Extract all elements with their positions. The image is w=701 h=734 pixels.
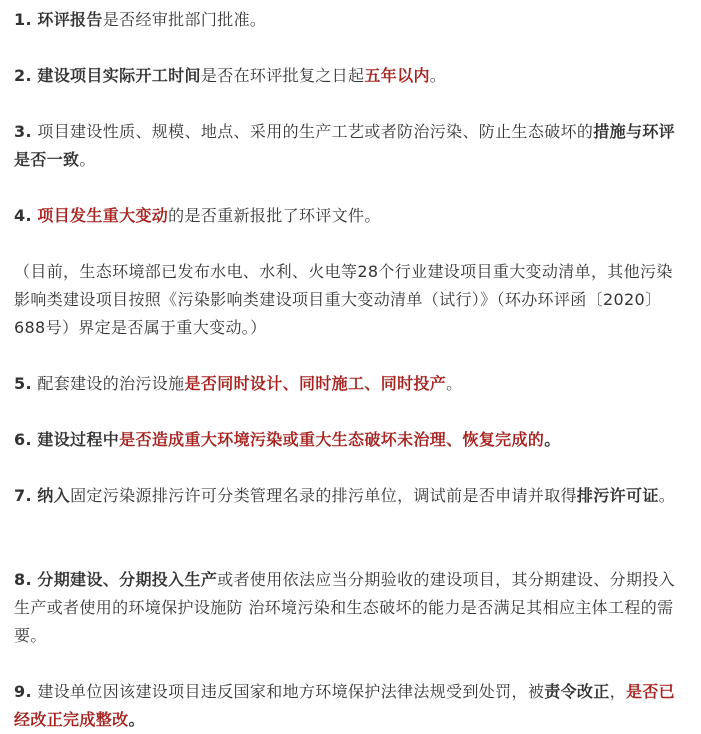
item-9-seg-4: 是否已经改正完成整改 <box>14 682 676 729</box>
item-8-number: 8. <box>14 570 32 589</box>
item-7-number: 7. <box>14 486 32 505</box>
item-6-seg-3: 。 <box>544 430 561 449</box>
item-2 <box>14 62 687 90</box>
item-3-seg-2: 措施与环评是否一致 <box>14 122 676 169</box>
item-3-number: 3. <box>14 122 32 141</box>
item-3 <box>14 118 687 174</box>
item-6-number: 6. <box>14 430 32 449</box>
item-7-seg-3: 排污许可证 <box>576 486 659 505</box>
item-4-seg-1: 项目发生重大变动 <box>37 206 169 225</box>
item-9-seg-1: 建设单位因该建设项目违反国家和地方环境保护法律法规受到处罚，被 <box>37 682 545 701</box>
item-7-seg-1: 纳入 <box>37 486 71 505</box>
item-5-seg-3: 。 <box>446 374 463 393</box>
item-5 <box>14 370 687 398</box>
item-7 <box>14 482 687 510</box>
item-2-seg-1: 建设项目实际开工时间 <box>37 66 201 85</box>
item-8-seg-2: 或者使用依法应当分期验收的建设项目，其分期建设、分期投入生产或者使用的环境保护设施防 治环境污染和生态破坏的能力是否满足其相应主体工程的需要。 <box>14 570 676 645</box>
item-9-seg-5: 。 <box>128 710 145 729</box>
item-3-seg-3: 。 <box>79 150 96 169</box>
item-8 <box>14 566 687 650</box>
item-9-number: 9. <box>14 682 32 701</box>
item-4-number: 4. <box>14 206 32 225</box>
item-5-seg-2: 是否同时设计、同时施工、同时投产 <box>184 374 447 393</box>
item-9-seg-2: 责令改正 <box>544 682 610 701</box>
item-6-seg-2: 是否造成重大环境污染或重大生态破坏未治理、恢复完成的 <box>119 430 545 449</box>
item-6-seg-1: 建设过程中 <box>37 430 120 449</box>
item-1-number: 1. <box>14 10 32 29</box>
item-8-seg-1: 分期建设、分期投入生产 <box>37 570 218 589</box>
item-5-seg-1: 配套建设的治污设施 <box>37 374 185 393</box>
item-6 <box>14 426 687 454</box>
item-9 <box>14 678 687 734</box>
item-4-seg-2: 的是否重新报批了环评文件。 <box>168 206 381 225</box>
item-5-number: 5. <box>14 374 32 393</box>
item-2-seg-4: 。 <box>429 66 447 85</box>
item-2-number: 2. <box>14 66 32 85</box>
item-2-seg-3: 五年以内 <box>364 66 430 85</box>
item-7-seg-4: 。 <box>658 486 676 505</box>
note-seg-1: （目前，生态环境部已发布水电、水利、火电等28个行业建设项目重大变动清单，其他污染影响类建设项目按照《污染影响类建设项目重大变动清单（试行）》（环办环评函〔2020〕688号）界定是否属于重大变动。） <box>14 262 673 337</box>
item-3-seg-1: 项目建设性质、规模、地点、采用的生产工艺或者防治污染、防止生态破坏的 <box>37 122 594 141</box>
item-1-seg-2: 是否经审批部门批准。 <box>102 10 267 29</box>
item-1-seg-1: 环评报告 <box>37 10 103 29</box>
item-9-seg-3: ， <box>609 682 626 701</box>
note-paragraph <box>14 258 687 342</box>
item-2-seg-2: 是否在环评批复之日起 <box>200 66 365 85</box>
item-7-seg-2: 固定污染源排污许可分类管理名录的排污单位，调试前是否申请并取得 <box>70 486 577 505</box>
item-1 <box>14 6 687 34</box>
item-4 <box>14 202 687 230</box>
